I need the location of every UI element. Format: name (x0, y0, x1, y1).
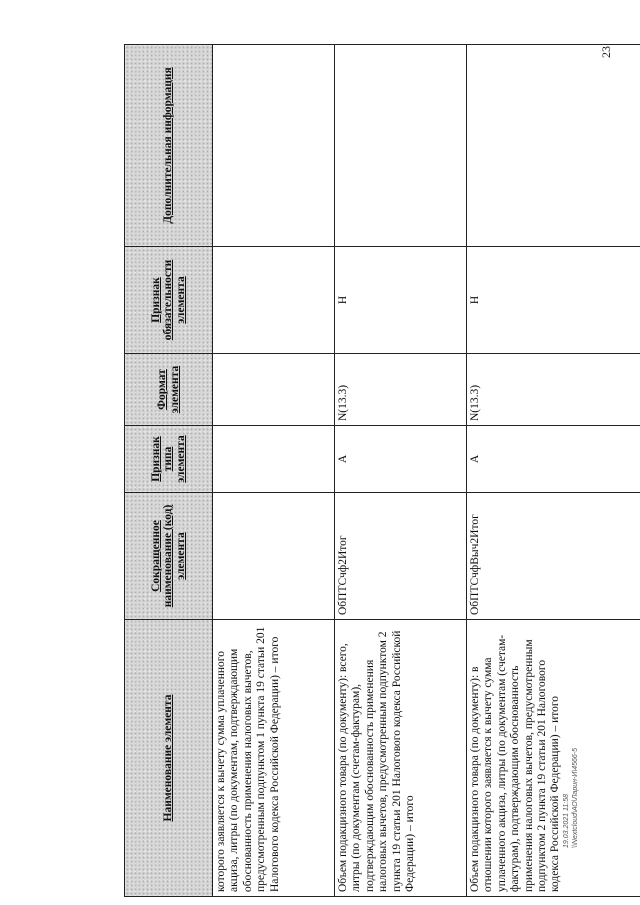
cell-element-type: А (467, 426, 640, 493)
cell-element-type (213, 426, 335, 493)
header-element-format: Формат элемента (125, 354, 213, 426)
footer-path: \\Nextcloud\АО\Ларин-И\4566-5 (572, 747, 579, 848)
cell-element-name: Объем подакцизного товара (по документу): всего, литры (по документам (счетам-фактурам), подтверждающим обоснованность применения налоговых вычетов, предусмотренным подпунктом 2 пункта 19 статьи 201 Налогового кодекса Российской Федерации) – итого (335, 620, 467, 897)
cell-element-code: ОбПТСчф2Итог (335, 493, 467, 620)
header-additional-info: Дополнительная информация (125, 45, 213, 247)
cell-element-format: N(13.3) (467, 354, 640, 426)
cell-additional-info (213, 45, 335, 247)
cell-element-type: А (335, 426, 467, 493)
cell-element-name: которого заявляется к вычету сумма уплаченного акциза, литры (по документам, подтверждающим обоснованность применения налоговых вычетов, предусмотренным подпунктом 1 пункта 19 статьи 201 Налогового кодекса Российской Федерации) – итого (213, 620, 335, 897)
header-element-type: Признак типа элемента (125, 426, 213, 493)
cell-element-code: ОбПТСчфВыч2Итог (467, 493, 640, 620)
cell-additional-info (467, 45, 640, 247)
table-row (467, 45, 640, 897)
cell-element-format: N(13.3) (335, 354, 467, 426)
cell-additional-info (335, 45, 467, 247)
table-row (213, 45, 335, 897)
header-element-required: Признак обязательности элемента (125, 247, 213, 354)
page-number: 23 (599, 46, 613, 58)
cell-element-required: Н (335, 247, 467, 354)
cell-element-required (213, 247, 335, 354)
table-row (335, 45, 467, 897)
footer-date: 19.03.2021 11:58 (563, 794, 570, 848)
cell-element-code (213, 493, 335, 620)
table-header-row (125, 45, 213, 897)
footer-stamp (562, 688, 580, 848)
cell-element-name: Объем подакцизного товара (по документу): в отношении которого заявляется к вычету сумма уплаченного акциза, литры (по документам (счетам-фактурам), подтверждающим обоснованность применения налоговых вычетов, предусмотренным подпунктом 2 пункта 19 статьи 201 Налогового кодекса Российской Федерации) – итого (467, 620, 640, 897)
element-table-wrapper (124, 45, 637, 897)
cell-element-format (213, 354, 335, 426)
header-element-name: Наименование элемента (125, 620, 213, 897)
cell-element-required: Н (467, 247, 640, 354)
header-element-code: Сокращенное наименование (код) элемента (125, 493, 213, 620)
